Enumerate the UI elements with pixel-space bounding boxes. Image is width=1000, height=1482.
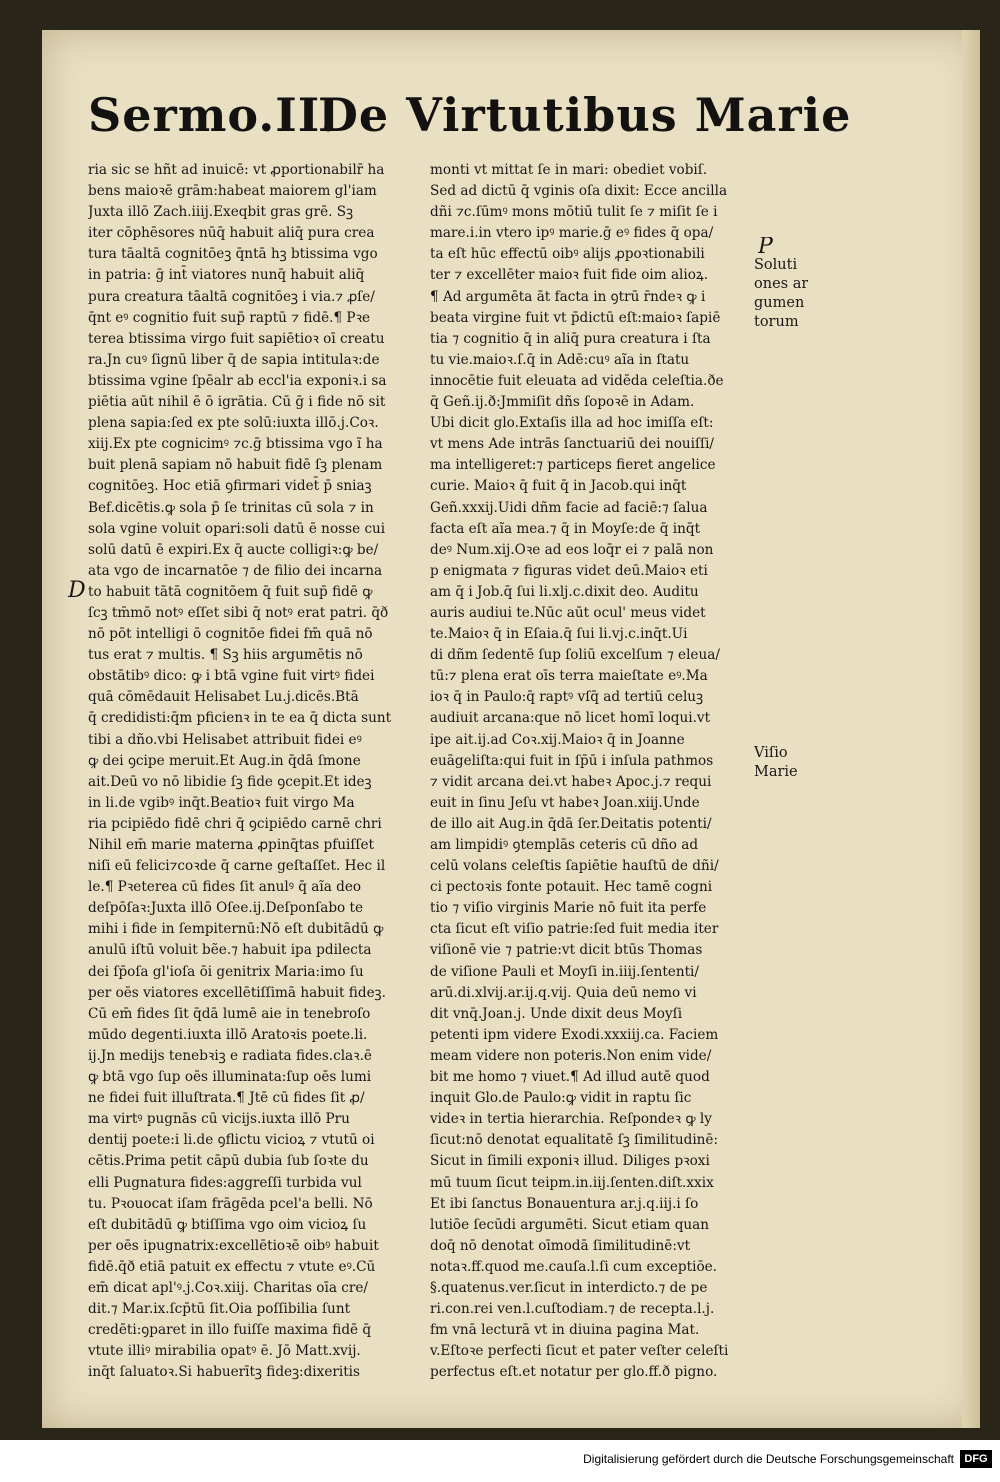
text-line: terea btissima virgo fuit sapiētioꝛ oī creatu (88, 330, 385, 347)
text-line: di dñm ſedentē ſup ſoliū excelſum ⁊ eleua/ (430, 647, 720, 664)
margin-note-line: torum (754, 314, 799, 330)
text-line: tibi a dño.vbi Helisabet attribuit fidei eꝰ (88, 731, 362, 748)
text-line: lutiōe ſecūdi argumēti. Sicut etiam quan (430, 1216, 710, 1233)
text-line: dñi ⁊c.ſūmꝰ mons mōtiū tulit ſe ⁊ miſit ſe i (430, 204, 718, 221)
text-line: ne fidei fuit illuſtrata.¶ Jtē cū fides ſit ꝓ/ (88, 1090, 365, 1107)
text-line: te.Maioꝛ q̄ in Eſaia.q̄ ſui li.vj.c.inq̄t.Ui (430, 626, 688, 643)
text-line: ſicut:nō denotat equalitatē ſꝫ ſimilitudinē: (430, 1132, 719, 1149)
header-title: De Virtutibus Marie (318, 88, 852, 142)
text-line: ¶ Ad argumēta āt facta in ꝯtrū r̄ndeꝛ ꝙ i (430, 288, 706, 305)
text-line: bens maioꝛē grām:habeat maiorem gl'iam (88, 183, 377, 200)
right-text-column (430, 160, 750, 1383)
text-line: ioꝛ q̄ in Paulo:q̄ raptꝰ vſq̄ ad tertiū celuꝫ (430, 689, 704, 706)
text-line: ria sic se hñt ad inuicē: vt ꝓportionabilr̄ ha (88, 162, 385, 178)
text-line: arū.di.xlvij.ar.ij.q.vij. Quia deū nemo vi (430, 984, 697, 1001)
text-line: ipe ait.ij.ad Coꝛ.xij.Maioꝛ q̄ in Joanne (430, 731, 685, 748)
text-line: mūdo degenti.iuxta illō Aratoꝛis poete.li. (88, 1026, 368, 1043)
text-line: audiuit arcana:que nō licet homī loqui.vt (430, 710, 711, 727)
text-line: vt mens Ade intrās ſanctuariū dei nouiſſi/ (430, 436, 714, 453)
text-line: buit plenā sapiam nō habuit fidē ſꝫ plenam (88, 457, 383, 474)
margin-note-visio (754, 744, 798, 782)
text-line: ꝙ dei ꝯcipe meruit.Et Aug.in q̄dā ſmone (88, 752, 361, 769)
text-line: ma virtꝰ pugnās cū vicijs.iuxta illō Pru (88, 1111, 350, 1128)
text-line: am q̄ i Job.q̄ ſui li.xlj.c.dixit deo. Auditu (430, 583, 699, 600)
text-line: fidē.q̄ð etiā patuit ex effectu ⁊ vtute eꝰ.Cū (88, 1258, 376, 1275)
margin-marker-letter: D (68, 578, 86, 603)
text-line: cognitōeꝫ. Hoc etiā ꝯfirmari videt̄ p̄ sniaꝫ (88, 478, 372, 495)
text-line: in patria: ḡ int̄ viatores nunq̄ habuit aliq̄ (88, 267, 365, 284)
book-page (42, 30, 980, 1428)
text-line: de viſione Pauli et Moyſi in.iiij.ſententi/ (430, 963, 699, 980)
margin-note-line: Marie (754, 764, 798, 780)
text-line: em̄ dicat apl'ꝰ.j.Coꝛ.xiij. Charitas oīa cre/ (88, 1279, 368, 1296)
text-line: celū volans celeſtis ſapiētie hauſtū de dñi/ (430, 858, 719, 875)
text-line: tū:⁊ plena erat oīs terra maieſtate eꝰ.Ma (430, 668, 708, 685)
text-line: mihi i fide in ſempiternū:Nō eſt dubitādū ꝙ (88, 921, 384, 938)
text-line: elli Pugnatura fides:aggreſſi turbida vul (88, 1174, 362, 1191)
text-line: btissima vgine ſpēalr ab eccl'ia exponiꝛ.i sa (88, 372, 387, 389)
text-line: tu. Pꝛouocat iſam frāgēda pcel'a belli. Nō (88, 1195, 373, 1212)
margin-note-line: Viſio (754, 745, 788, 761)
text-line: piētia aūt nihil ē ō igrātia. Cū ḡ i fide nō sit (88, 394, 386, 411)
text-line: niſi eū felici⁊coꝛde q̄ carne geſtaſſet. Hec il (88, 858, 386, 875)
text-line: eſt dubitādū ꝙ btiſſima vgo oim vicioꝝ ſu (88, 1216, 367, 1233)
text-line: pura creatura tāaltā cognitōeꝫ i via.⁊ ꝓſe/ (88, 288, 375, 305)
text-line: euit in ſinu Jeſu vt habeꝛ Joan.xiij.Unde (430, 794, 700, 811)
text-line: videꝛ in tertia hierarchia. Reſpondeꝛ ꝙ ly (430, 1111, 712, 1128)
text-line: Sed ad dictū q̄ vginis oſa dixit: Ecce ancilla (430, 183, 728, 200)
text-line: beata virgine fuit vt p̄dictū eſt:maioꝛ ſapiē (430, 309, 721, 326)
text-line: iter cōphēsores nūq̄ habuit aliq̄ pura crea (88, 225, 375, 242)
text-line: q̄nt eꝰ cognitio fuit sup̄ raptū ⁊ fidē.¶ Pꝛe (88, 309, 371, 326)
text-line: ſcꝫ tm̄mō notꝰ eſſet sibi q̄ notꝰ erat patri. q̄ð (88, 604, 389, 621)
text-line: ci pectoꝛis fonte potauit. Hec tamē cogni (430, 879, 713, 896)
text-line: innocētie fuit eleuata ad vidēda celeſtia.ðe (430, 372, 724, 389)
text-line: ri.con.rei ven.l.cuſtodiam.⁊ de recepta.l.j. (430, 1301, 715, 1318)
text-line: §.quatenus.ver.ſicut in interdicto.⁊ de pe (430, 1279, 708, 1296)
text-line: euāgeliſta:qui fuit in ſp̄ū i inſula pathmos (430, 752, 714, 769)
text-line: credēti:ꝯparet in illo fuiſſe maxima fidē q̄ (88, 1322, 372, 1339)
text-line: am limpidiꝰ ꝯtemplās ceteris cū dño ad (430, 837, 699, 853)
text-line: inquit Glo.de Paulo:ꝙ vidit in raptu ſic (430, 1090, 692, 1107)
text-line: mū tuum ſicut teipm.in.iij.ſenten.diſt.xxix (430, 1174, 714, 1191)
text-line: auris audiui te.Nūc aūt ocul' meus videt (430, 604, 706, 621)
text-line: tia ⁊ cognitio q̄ in aliq̄ pura creatura i ſta (430, 330, 711, 347)
footer-credit: Digitalisierung gefördert durch die Deutsche Forschungsgemeinschaft (583, 1452, 954, 1466)
text-line: ra.Jn cuꝰ ſignū liber q̄ de sapia intitulaꝛ:de (88, 351, 380, 368)
text-line: solū datū ē expiri.Ex q̄ aucte colligiꝛ:ꝙ be/ (88, 541, 379, 558)
text-line: le.¶ Pꝛeterea cū fides ſit anulꝰ q̄ aĩa deo (88, 879, 362, 896)
text-line: q̄ Geñ.ij.ð:Jmmiſit dñs ſopoꝛē in Adam. (430, 394, 695, 411)
text-line: ta eſt hūc effectū oibꝰ alijs ꝓpoꝛtionabili (430, 246, 705, 263)
margin-note-line: gumen (754, 295, 805, 311)
text-line: per oēs ipugnatrix:excellētioꝛē oibꝰ habuit (88, 1237, 379, 1254)
text-line: per oēs viatores excellētiſſimā habuit fideꝫ. (88, 984, 386, 1001)
text-line: xiij.Ex pte cognicimꝰ ⁊c.ḡ btissima vgo ĩ ha (88, 436, 383, 453)
text-line: cta ſicut eſt viſio patrie:ſed fuit media iter (430, 921, 719, 938)
running-header (88, 88, 852, 158)
text-line: Ubi dicit glo.Extaſis illa ad hoc imiſſa eſt: (430, 415, 714, 432)
text-line: dentij poete:i li.de ꝯflictu vicioꝝ ⁊ vtutū oi (88, 1132, 375, 1149)
text-line: dit vnq̄.Joan.j. Unde dixit deus Moyſi (430, 1005, 683, 1022)
text-line: p enigmata ⁊ figuras videt deū.Maioꝛ eti (430, 562, 708, 579)
margin-note-solutio (754, 237, 808, 332)
text-line: ter ⁊ excellēter maioꝛ fuit fide oim alioꝝ. (430, 267, 709, 284)
text-line: Juxta illō Zach.iiij.Exeqbit gras grē. Sꝫ (88, 204, 354, 221)
text-line: deſpōſaꝛ:Juxta illō Oſee.ij.Deſponſabo te (88, 900, 364, 917)
text-line: meam videre non poteris.Non enim vide/ (430, 1047, 712, 1064)
text-line: notaꝛ.ff.quod me.cauſa.l.ſi cum exceptiōe. (430, 1258, 717, 1275)
text-line: anulū iſtū voluit bẽe.⁊ habuit ipa pdilecta (88, 942, 372, 959)
text-line: ata vgo de incarnatōe ⁊ de filio dei incarna (88, 562, 383, 579)
header-sermon-number: Sermo.II. (88, 88, 338, 142)
text-line: petenti ipm videre Exodi.xxxiij.ca. Faciem (430, 1026, 719, 1043)
text-line: Cū em̄ fides ſit q̄dā lumē aie in tenebroſo (88, 1005, 371, 1022)
text-line: vtute illiꝰ mirabilia opatꝰ ē. Jō Matt.xvij. (88, 1343, 361, 1360)
text-line: tus erat ⁊ multis. ¶ Sꝫ hiis argumētis nō (88, 647, 363, 664)
text-line: to habuit tātā cognitōem q̄ fuit sup̄ fidē ꝙ (88, 583, 373, 600)
text-line: cētis.Prima petit cāpū dubia ſub ſoꝛte du (88, 1153, 369, 1170)
text-line: Sicut in ſimili exponiꝛ illud. Diliges pꝛoxi (430, 1153, 710, 1170)
dfg-logo: DFG (960, 1450, 992, 1468)
text-line: tu vie.maioꝛ.ſ.q̄ in Adē:cuꝰ aĩa in ſtatu (430, 351, 690, 368)
text-line: ⁊ vidit arcana dei.vt habeꝛ Apoc.j.⁊ requi (430, 773, 712, 790)
page-edge (962, 30, 980, 1428)
text-line: plena sapia:ſed ex pte solū:iuxta illō.j.Coꝛ. (88, 415, 379, 432)
text-line: de illo ait Aug.in q̄dā ſer.Deitatis potenti/ (430, 815, 712, 832)
text-line: Bef.dicētis.ꝙ sola p̄ ſe trinitas cū sola ⁊ in (88, 499, 374, 516)
text-line: inq̄t ſaluatoꝛ.Si habuerītꝫ fideꝫ:dixeritis (88, 1364, 360, 1381)
text-line: sola vgine voluit opari:soli datū ē nosse cui (88, 520, 386, 537)
text-line: viſionē vie ⁊ patrie:vt dicit btūs Thomas (430, 942, 703, 959)
text-line: tura tāaltā cognitōeꝫ q̄ntā hꝫ btissima vgo (88, 246, 378, 263)
text-line: quā cōmēdauit Helisabet Lu.j.dicēs.Btā (88, 689, 359, 706)
left-text-column (88, 160, 403, 1383)
text-line: doq̄ nō denotat oīmodā ſimilitudinē:vt (430, 1237, 691, 1254)
text-line: obstātibꝰ dico: ꝙ i btā vgine fuit virtꝰ fidei (88, 668, 375, 685)
text-line: perfectus eſt.et notatur per glo.ff.ð pigno. (430, 1364, 718, 1381)
text-line: Geñ.xxxij.Uidi dñm facie ad faciē:⁊ ſalua (430, 499, 708, 516)
text-line: Et ibi ſanctus Bonauentura ar.j.q.iij.i ſo (430, 1195, 699, 1212)
text-line: ma intelligeret:⁊ particeps fieret angelice (430, 457, 716, 474)
text-line: facta eſt aĩa mea.⁊ q̄ in Moyſe:de q̄ inq̄t (430, 520, 701, 537)
text-line: bit me homo ⁊ viuet.¶ Ad illud autē quod (430, 1069, 710, 1086)
text-line: ꝙ btā vgo ſup oēs illuminata:ſup oēs lumi (88, 1069, 372, 1086)
text-line: deꝰ Num.xij.Oꝛe ad eos loq̄r ei ⁊ palā non (430, 541, 714, 558)
text-line: dei ſp̄oſa gl'ioſa ōi genitrix Maria:imo ſu (88, 963, 364, 980)
text-line: monti vt mittat ſe in mari: obediet vobiſ. (430, 162, 708, 178)
text-line: fm vnā lecturā vt in diuina pagina Mat. (430, 1322, 700, 1339)
text-line: dit.⁊ Mar.ix.ſcp̄tū ſit.Oia poſſibilia ſunt (88, 1301, 351, 1318)
text-line: ait.Deū vo nō libidie ſꝫ fide ꝯcepit.Et ideꝫ (88, 773, 372, 790)
margin-note-letter: P (758, 237, 773, 256)
text-line: in li.de vgibꝰ inq̄t.Beatioꝛ fuit virgo Ma (88, 794, 355, 811)
text-line: curie. Maioꝛ q̄ fuit q̄ in Jacob.qui inq̄t (430, 478, 687, 495)
text-line: ria pcipiēdo fidē chri q̄ ꝯcipiēdo carnē chri (88, 815, 382, 832)
text-line: mare.i.in vtero ipꝰ marie.ḡ eꝰ fides q̄ opa/ (430, 225, 714, 242)
margin-note-line: ones ar (754, 276, 809, 292)
margin-note-line: Soluti (754, 257, 798, 273)
footer-bar (0, 1440, 1000, 1482)
text-line: Nihil em̄ marie materna ꝓpinq̄tas pfuiſſet (88, 837, 374, 853)
text-line: v.Eſtoꝛe perfecti ſicut et pater veſter celeſti (430, 1343, 729, 1360)
text-line: tio ⁊ viſio virginis Marie nō fuit ita perfe (430, 900, 707, 917)
text-line: q̄ credidisti:q̄m pficienꝛ in te ea q̄ dicta sunt (88, 710, 392, 727)
text-line: ij.Jn medijs tenebꝛiꝫ e radiata fides.claꝛ.ē (88, 1047, 372, 1064)
text-line: nō pōt intelligi ō cognitōe fidei fm̄ quā nō (88, 626, 373, 643)
